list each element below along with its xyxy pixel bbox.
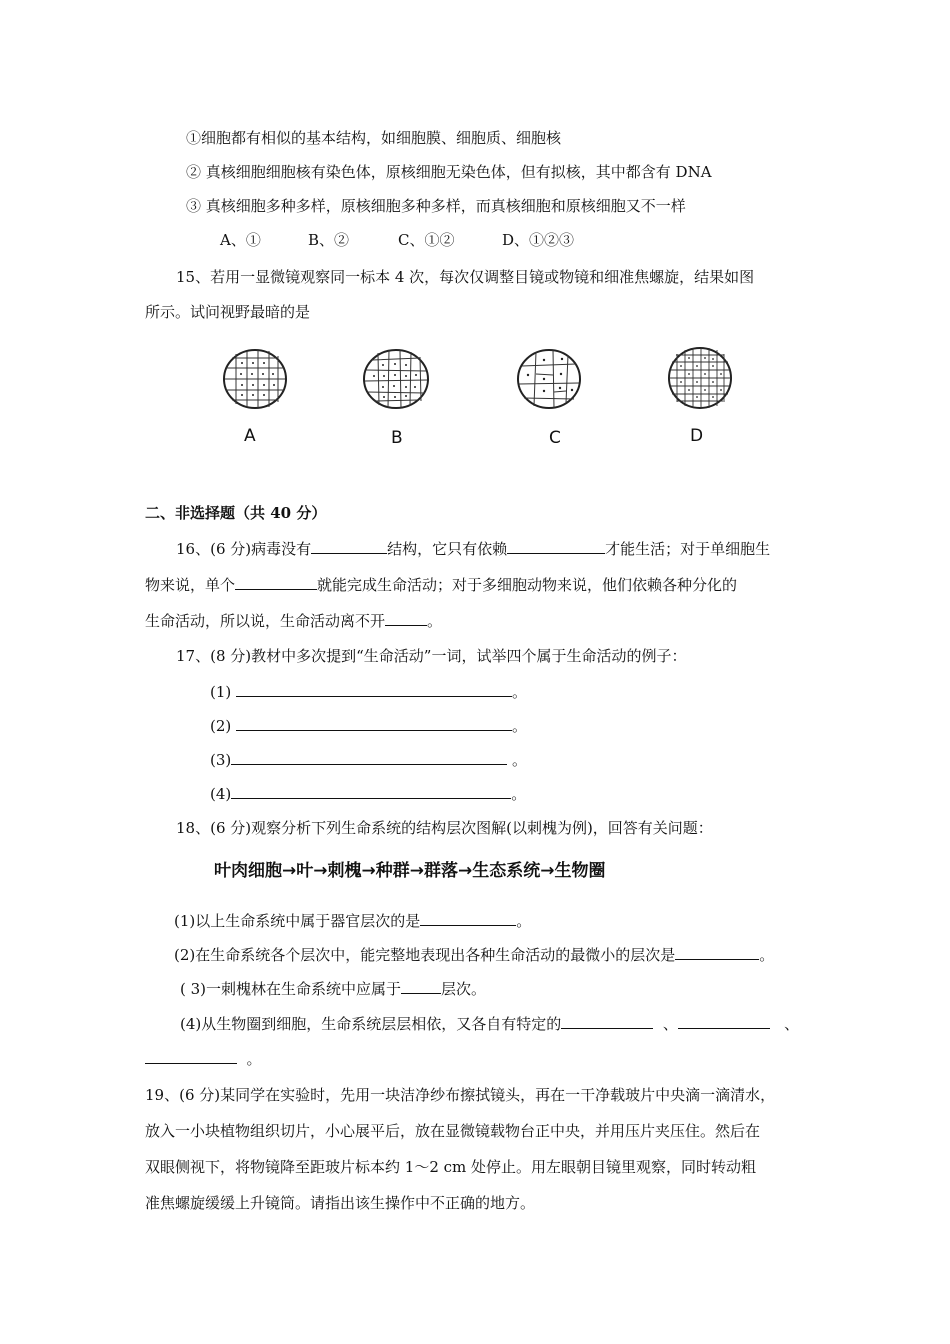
q14-option-c: C、①② (398, 231, 455, 249)
q17-item-1-end: 。 (512, 683, 528, 701)
microscope-field-d-figure (667, 346, 733, 410)
q19-line-2: 放入一小块植物组织切片，小心展平后，放在显微镜载物台正中央，并用压片夹压住。然后在 (145, 1122, 761, 1140)
q18-sub-2 (174, 944, 774, 965)
q16-line-2 (145, 574, 737, 595)
q18-stem: 18、(6 分)观察分析下列生命系统的结构层次图解(以刺槐为例)，回答有关问题： (176, 819, 713, 837)
q18-sub-3-text: ( 3)一刺槐林在生命系统中应属于 (180, 980, 402, 998)
q14-options (220, 230, 574, 250)
q17-item-2-label: (2) (210, 717, 232, 735)
q17-item-3-end: 。 (512, 751, 528, 769)
q17-blank-1 (236, 681, 512, 697)
q18-blank-4 (561, 1013, 653, 1029)
q18-sub-3-end: 层次。 (441, 980, 487, 998)
q17-blank-4 (231, 783, 511, 799)
q15-line-2: 所示。试问视野最暗的是 (145, 303, 311, 321)
microscope-field-c-figure (516, 348, 582, 410)
q18-blank-3 (401, 978, 441, 994)
q18-sub-4-end: 。 (246, 1050, 262, 1068)
q14-option-d: D、①②③ (502, 231, 575, 249)
q17-item-2 (210, 715, 527, 736)
figure-label-a: A (244, 426, 256, 446)
q16-text-1: 16、(6 分)病毒没有 (176, 540, 312, 558)
q18-sub-1-text: (1)以上生命系统中属于器官层次的是 (174, 912, 421, 930)
life-system-hierarchy-chain: 叶肉细胞→叶→刺槐→种群→群落→生态系统→生物圈 (214, 861, 606, 881)
q18-blank-5 (678, 1013, 770, 1029)
q19-line-3: 双眼侧视下，将物镜降至距玻片标本约 1～2 cm 处停止。用左眼朝目镜里观察，同时转动粗 (145, 1158, 757, 1176)
microscope-field-a-figure (222, 348, 288, 410)
q16-text-5: 就能完成生命活动；对于多细胞动物来说，他们依赖各种分化的 (317, 576, 738, 594)
q16-blank-2 (507, 538, 605, 554)
q16-line-3 (145, 610, 442, 631)
q17-item-4 (210, 783, 526, 804)
q18-sub-2-text: (2)在生命系统各个层次中，能完整地表现出各种生命活动的最微小的层次是 (174, 946, 676, 964)
q17-item-4-label: (4) (210, 785, 232, 803)
q17-blank-2 (236, 715, 512, 731)
q16-line-1 (176, 538, 770, 559)
figure-label-d: D (690, 426, 704, 446)
q16-text-7: 。 (427, 612, 443, 630)
q18-blank-6 (145, 1048, 237, 1064)
q18-sub-3 (180, 978, 486, 999)
q16-blank-1 (311, 538, 387, 554)
q17-stem: 17、(8 分)教材中多次提到“生命活动”一词，试举四个属于生命活动的例子： (176, 647, 687, 665)
q18-sub-1-end: 。 (516, 912, 532, 930)
section-2-title: 二、非选择题（共 40 分） (145, 504, 327, 522)
q16-text-6: 生命活动，所以说，生命活动离不开 (145, 612, 386, 630)
q14-statement-1: ①细胞都有相似的基本结构，如细胞膜、细胞质、细胞核 (186, 129, 562, 147)
q17-item-1-label: (1) (210, 683, 232, 701)
q16-blank-3 (235, 574, 317, 590)
q17-item-3 (210, 749, 527, 770)
q17-item-2-end: 。 (512, 717, 528, 735)
q19-line-1: 19、(6 分)某同学在实验时，先用一块洁净纱布擦拭镜头，再在一干净载玻片中央滴一滴清水， (145, 1086, 776, 1104)
q18-blank-1 (420, 910, 516, 926)
q14-option-b: B、② (308, 231, 350, 249)
q17-item-4-end: 。 (511, 785, 527, 803)
figure-label-b: B (391, 428, 403, 448)
q18-sub-4-cont (145, 1048, 262, 1069)
q18-sub-1 (174, 910, 531, 931)
q18-sep-2: 、 (784, 1015, 800, 1033)
q16-text-4: 物来说，单个 (145, 576, 236, 594)
q14-statement-3: ③ 真核细胞多种多样，原核细胞多种多样，而真核细胞和原核细胞又不一样 (186, 197, 686, 215)
q18-blank-2 (675, 944, 759, 960)
q17-item-3-label: (3) (210, 751, 232, 769)
q17-item-1 (210, 681, 527, 702)
q16-text-3: 才能生活；对于单细胞生 (605, 540, 771, 558)
q14-option-a: A、① (220, 231, 261, 249)
q18-sub-4 (180, 1013, 799, 1034)
q17-blank-3 (231, 749, 507, 765)
q18-sep-1: 、 (662, 1015, 678, 1033)
figure-label-c: C (549, 428, 561, 448)
q19-line-4: 准焦螺旋缓缓上升镜筒。请指出该生操作中不正确的地方。 (145, 1194, 536, 1212)
microscope-field-b-figure (362, 348, 430, 410)
q14-statement-2: ② 真核细胞细胞核有染色体，原核细胞无染色体，但有拟核，其中都含有 DNA (186, 163, 712, 181)
q18-sub-2-end: 。 (759, 946, 775, 964)
q15-line-1: 15、若用一显微镜观察同一标本 4 次，每次仅调整目镜或物镜和细准焦螺旋，结果如图 (176, 268, 755, 286)
q16-text-2: 结构，它只有依赖 (387, 540, 508, 558)
q18-sub-4-text: (4)从生物圈到细胞，生命系统层层相依，又各自有特定的 (180, 1015, 562, 1033)
q16-blank-4 (385, 610, 427, 626)
